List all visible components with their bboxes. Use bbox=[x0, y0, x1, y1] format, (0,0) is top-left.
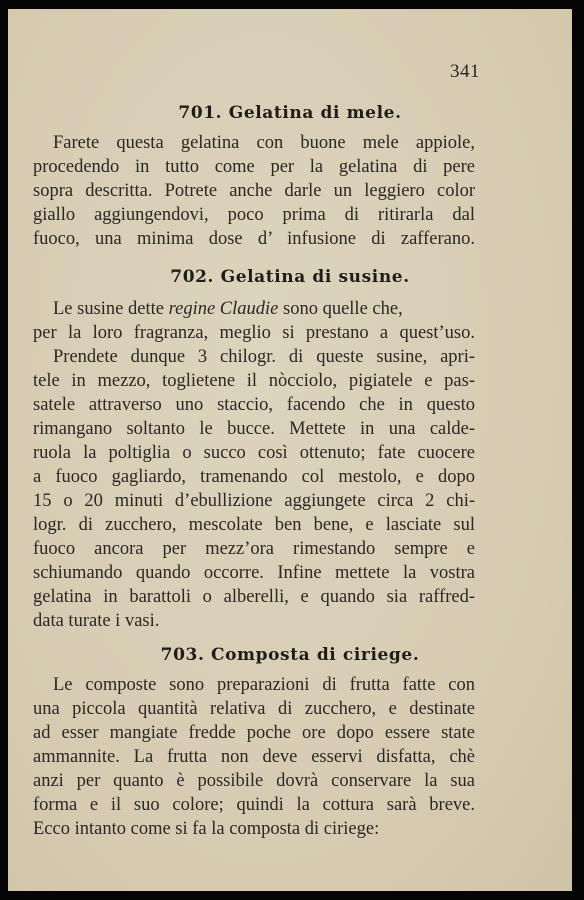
text-line: Ecco intanto come si fa la composta di ciriege: bbox=[33, 819, 380, 839]
text-line: tele in mezzo, toglietene il nòcciolo, pigiatele e pas- bbox=[33, 371, 475, 391]
text-line: fuoco, una minima dose d’ infusione di zafferano. bbox=[33, 229, 475, 249]
text-line: logr. di zucchero, mescolate ben bene, e lasciate sul bbox=[33, 515, 475, 535]
text-line: ruola la poltiglia o succo così ottenuto; fate cuocere bbox=[33, 443, 475, 463]
text-segment: sono quelle che, bbox=[283, 299, 403, 319]
text-line: procedendo in tutto come per la gelatina di pere bbox=[33, 157, 475, 177]
recipe-heading-702: 702. Gelatina di susine. bbox=[170, 267, 410, 287]
text-line: gelatina in barattoli o alberelli, e quando sia raffred- bbox=[33, 587, 475, 607]
text-line: Le composte sono preparazioni di frutta fatte con bbox=[53, 675, 475, 695]
text-line: schiumando quando occorre. Infine mettete la vostra bbox=[33, 563, 475, 583]
text-line bbox=[53, 299, 475, 320]
text-line: Farete questa gelatina con buone mele appiole, bbox=[53, 133, 475, 153]
text-segment: Le susine dette bbox=[53, 299, 164, 319]
text-line: 15 o 20 minuti d’ebullizione aggiungete circa 2 chi- bbox=[33, 491, 475, 511]
text-line: giallo aggiungendovi, poco prima di ritirarla dal bbox=[33, 205, 475, 225]
text-line: rimangano soltanto le bucce. Mettete in una calde- bbox=[33, 419, 475, 439]
book-page bbox=[8, 9, 572, 891]
text-line: ammannite. La frutta non deve esservi disfatta, chè bbox=[33, 747, 475, 767]
text-line: per la loro fragranza, meglio si prestano a quest’uso. bbox=[33, 323, 475, 343]
text-line: data turate i vasi. bbox=[33, 611, 160, 631]
text-line: fuoco ancora per mezz’ora rimestando sempre e bbox=[33, 539, 475, 559]
text-line: Prendete dunque 3 chilogr. di queste susine, apri- bbox=[53, 347, 475, 367]
recipe-heading-703: 703. Composta di ciriege. bbox=[160, 645, 420, 665]
italic-term: regine Claudie bbox=[168, 299, 279, 319]
text-line: ad esser mangiate fredde poche ore dopo essere state bbox=[33, 723, 475, 743]
text-line: una piccola quantità relativa di zucchero, e destinate bbox=[33, 699, 475, 719]
text-line: forma e il suo colore; quindi la cottura sarà breve. bbox=[33, 795, 475, 815]
text-line: anzi per quanto è possibile dovrà conservare la sua bbox=[33, 771, 475, 791]
page-number: 341 bbox=[450, 61, 480, 82]
text-line: sopra descritta. Potrete anche darle un leggiero color bbox=[33, 181, 475, 201]
recipe-heading-701: 701. Gelatina di mele. bbox=[178, 103, 402, 123]
text-line: satele attraverso uno staccio, facendo che in questo bbox=[33, 395, 475, 415]
text-line: a fuoco gagliardo, tramenando col mestolo, e dopo bbox=[33, 467, 475, 487]
